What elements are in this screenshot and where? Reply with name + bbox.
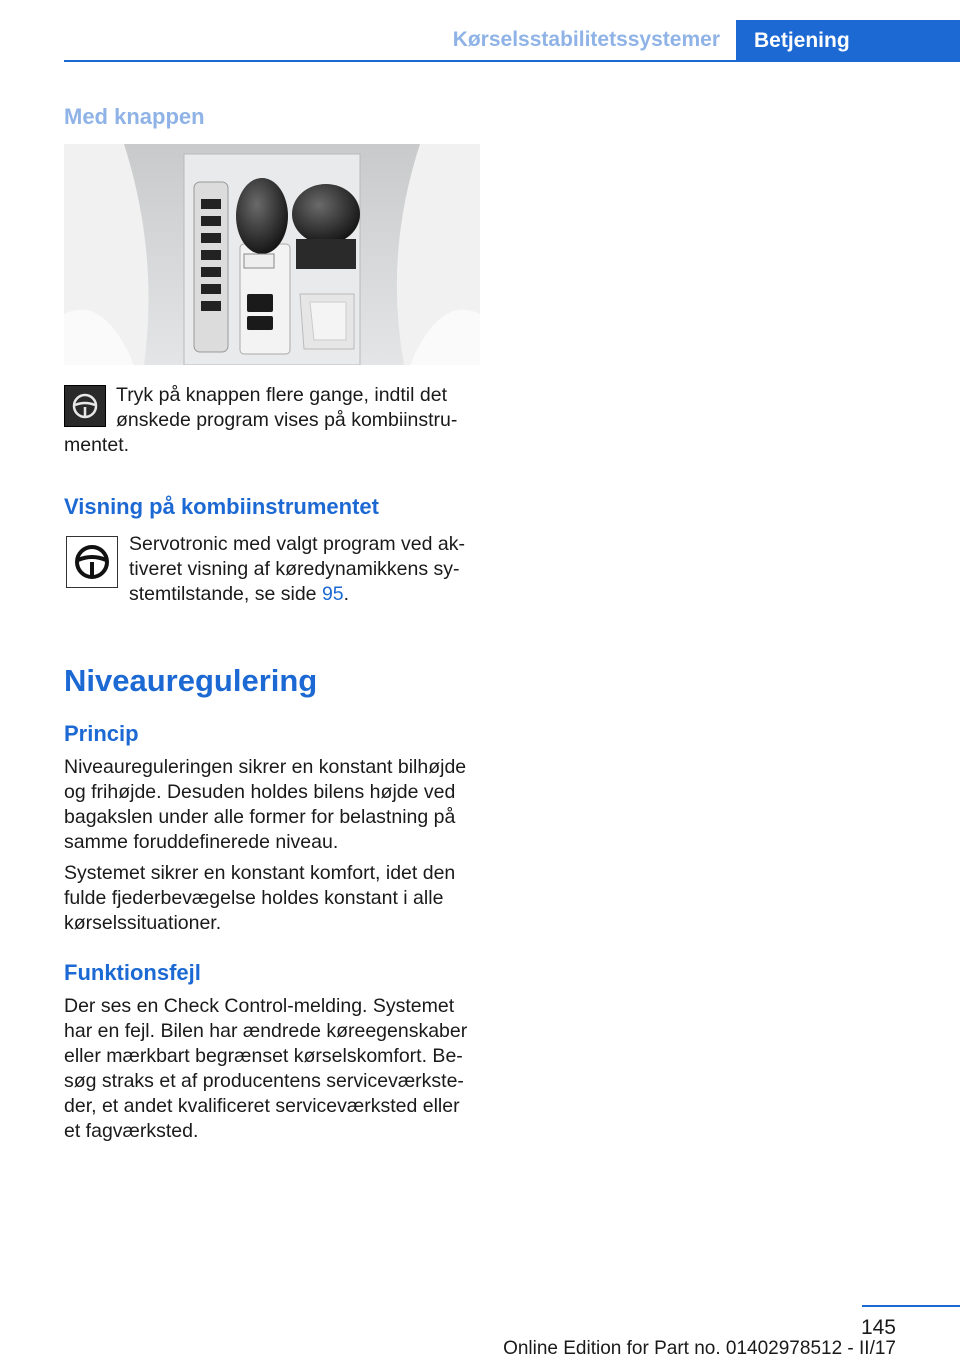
paragraph-line: der, et andet kvalificeret serviceværksted eller [64, 1095, 460, 1117]
steering-wheel-icon [66, 536, 118, 588]
center-console-illustration [64, 144, 480, 365]
display-line-text: stemtilstande, se side [129, 583, 322, 605]
paragraph-line: eller mærkbart begrænset kørselskomfort. Be- [64, 1045, 463, 1067]
paragraph-line: Der ses en Check Control-melding. Systemet [64, 995, 455, 1017]
instruction-line: Tryk på knappen flere gange, indtil det [116, 384, 447, 406]
steering-wheel-icon [64, 385, 106, 427]
display-line: tiveret visning af køredynamikkens sy- [129, 558, 460, 580]
section-title: Kørselsstabilitetssystemer [452, 28, 720, 51]
display-text [129, 532, 479, 607]
principle-paragraph-2 [64, 861, 480, 936]
footer-rule [862, 1305, 960, 1307]
instruction-line: mentet. [64, 434, 130, 456]
display-section-heading: Visning på kombiinstrumentet [64, 494, 379, 519]
button-section-heading: Med knappen [64, 104, 205, 129]
page-header [0, 0, 960, 64]
paragraph-line: fulde fjederbevægelse holdes konstant i alle [64, 887, 444, 909]
paragraph-line: bagakslen under alle former for belastning på [64, 806, 456, 828]
header-rule [64, 60, 960, 62]
page-number: 145 [860, 1316, 896, 1339]
paragraph-line: har en fejl. Bilen har ændrede køreegenskaber [64, 1020, 468, 1042]
level-control-heading: Niveauregulering [64, 663, 318, 698]
display-line [129, 582, 479, 607]
principle-heading: Princip [64, 721, 139, 746]
paragraph-line: samme foruddefinerede niveau. [64, 831, 339, 853]
display-line-text: . [343, 583, 350, 605]
paragraph-line: søg straks et af producentens serviceværkste- [64, 1070, 464, 1092]
paragraph-line: Niveaureguleringen sikrer en konstant bilhøjde [64, 756, 467, 778]
center-console-photo [64, 144, 480, 365]
paragraph-line: et fagværksted. [64, 1120, 199, 1142]
chapter-tab: Betjening [736, 20, 960, 62]
instruction-line: ønskede program vises på kombiinstru- [116, 409, 458, 431]
display-line: Servotronic med valgt program ved ak- [129, 533, 465, 555]
page-reference-link[interactable]: 95 [321, 583, 344, 605]
edition-footer: Online Edition for Part no. 01402978512 - II/17 [503, 1338, 896, 1359]
malfunction-paragraph [64, 994, 480, 1144]
malfunction-heading: Funktionsfejl [64, 960, 201, 985]
instruction-text [116, 383, 486, 433]
paragraph-line: kørselssituationer. [64, 912, 222, 934]
paragraph-line: Systemet sikrer en konstant komfort, idet den [64, 862, 456, 884]
paragraph-line: og frihøjde. Desuden holdes bilens højde ved [64, 781, 456, 803]
principle-paragraph-1 [64, 755, 480, 855]
